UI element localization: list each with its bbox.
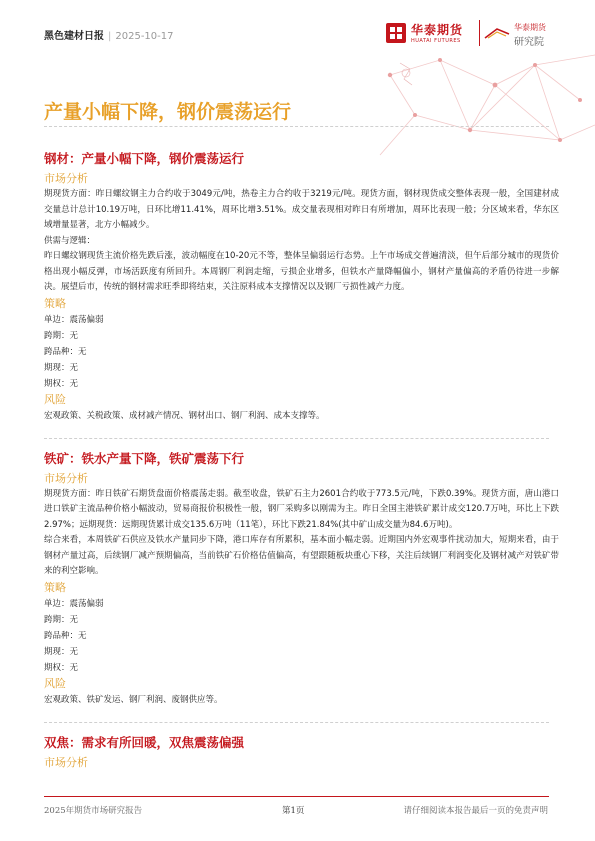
strategy-line: 期现：无 bbox=[44, 362, 79, 373]
market-paragraph: 供需与逻辑： bbox=[44, 235, 96, 246]
strategy-line: 跨期：无 bbox=[44, 614, 79, 625]
strategy-line: 跨品种：无 bbox=[44, 346, 87, 357]
market-paragraph: 期现货方面：昨日螺纹钢主力合约收于3049元/吨，热卷主力合约收于3219元/吨。现货方面，钢材现货成交整体表现一般，全国建材成交量总计总计10.19万吨，日环比增11.41%，周环比增3.51%。成交量表现相对昨日有所增加，周环比表现一般；分区域来看，华东区域增量显著，北方小幅减少。 bbox=[44, 189, 559, 230]
strategy-line: 跨期：无 bbox=[44, 330, 79, 341]
market-analysis-label: 市场分析 bbox=[44, 471, 88, 485]
institute-swoosh-icon bbox=[484, 26, 510, 40]
section-title: 铁矿：铁水产量下降，铁矿震荡下行 bbox=[44, 450, 245, 466]
page-number: 第1页 bbox=[282, 806, 305, 816]
report-date: 2025-10-17 bbox=[115, 31, 174, 42]
section-gap bbox=[44, 424, 559, 438]
report-content bbox=[44, 150, 559, 771]
huatai-logo-icon bbox=[385, 22, 407, 44]
market-analysis-label: 市场分析 bbox=[44, 755, 88, 769]
market-paragraph: 昨日螺纹钢现货主流价格先跌后涨，波动幅度在10-20元不等，整体呈偏弱运行态势。上午市场成交普遍清淡，但午后部分城市的现货价格出现小幅反弹，市场活跃度有所回升。本周钢厂利润走缩，亏损企业增多，但铁水产量降幅偏小，钢材产量偏高的矛盾仍待进一步解决。展望后市，传统的钢材需求旺季即将结束，关注原料成本支撑情况以及钢厂亏损性减产力度。 bbox=[44, 251, 559, 292]
report-name: 黑色建材日报 bbox=[44, 31, 104, 42]
strategy-label: 策略 bbox=[44, 296, 66, 310]
risk-text: 宏观政策、关税政策、成材减产情况、钢材出口、钢厂利润、成本支撑等。 bbox=[44, 410, 325, 421]
coke-coal-section bbox=[44, 734, 559, 771]
steel-section bbox=[44, 150, 559, 424]
page-title: 产量小幅下降，钢价震荡运行 bbox=[44, 101, 292, 123]
strategy-line: 期权：无 bbox=[44, 662, 79, 673]
title-divider bbox=[44, 126, 549, 127]
section-divider bbox=[44, 438, 549, 439]
strategy-line: 期现：无 bbox=[44, 646, 79, 657]
logo-english-name: HUATAI FUTURES bbox=[411, 38, 461, 44]
strategy-label: 策略 bbox=[44, 580, 66, 594]
research-institute-logo bbox=[484, 20, 559, 48]
iron-ore-section bbox=[44, 450, 559, 708]
report-header-title bbox=[44, 27, 174, 42]
market-paragraph: 期现货方面：昨日铁矿石期货盘面价格震荡走弱。截至收盘，铁矿石主力2601合约收于773.5元/吨，下跌0.39%。现货方面，唐山港口进口铁矿主流品种价格小幅波动，贸易商报价积极性一般，钢厂采购多以刚需为主。昨日全国主港铁矿累计成交120.7万吨，环比上下跌2.97%；远期现货：远期现货累计成交135.6万吨（11笔），环比下跌21.84%(其中矿山成交量为84.6万吨)。 bbox=[44, 488, 559, 530]
section-title: 钢材：产量小幅下降，钢价震荡运行 bbox=[44, 151, 245, 166]
strategy-line: 单边：震荡偏弱 bbox=[44, 314, 104, 325]
footer-rule bbox=[44, 796, 549, 797]
page-footer bbox=[0, 795, 595, 841]
section-divider bbox=[44, 722, 549, 723]
strategy-line: 单边：震荡偏弱 bbox=[44, 598, 104, 609]
risk-label: 风险 bbox=[44, 392, 66, 406]
institute-line-1: 华泰期货 bbox=[514, 23, 546, 32]
footer-disclaimer-note: 请仔细阅读本报告最后一页的免责声明 bbox=[403, 806, 548, 816]
market-analysis-label: 市场分析 bbox=[44, 172, 88, 185]
strategy-line: 跨品种：无 bbox=[44, 630, 87, 641]
institute-line-2: 研究院 bbox=[514, 37, 544, 48]
risk-label: 风险 bbox=[44, 676, 66, 690]
logo-divider bbox=[479, 20, 480, 46]
footer-report-name: 2025年期货市场研究报告 bbox=[44, 806, 143, 816]
section-gap bbox=[44, 708, 559, 722]
header-separator: | bbox=[108, 31, 112, 42]
market-paragraph: 综合来看，本周铁矿石供应及铁水产量同步下降，港口库存有所累积，基本面小幅走弱。近期国内外宏观事件扰动加大，短期来看，由于钢材产量过高，后续钢厂减产预期偏高，当前铁矿石价格估值偏高，有望跟随板块重心下移，关注后续钢厂利润变化及钢材减产对铁矿带来的利空影响。 bbox=[44, 535, 559, 576]
logo-chinese-name: 华泰期货 bbox=[411, 23, 464, 37]
strategy-line: 期权：无 bbox=[44, 378, 79, 389]
section-title: 双焦：需求有所回暖，双焦震荡偏强 bbox=[44, 734, 245, 750]
risk-text: 宏观政策、铁矿发运、钢厂利润、废钢供应等。 bbox=[44, 694, 223, 705]
huatai-futures-logo bbox=[385, 20, 475, 48]
